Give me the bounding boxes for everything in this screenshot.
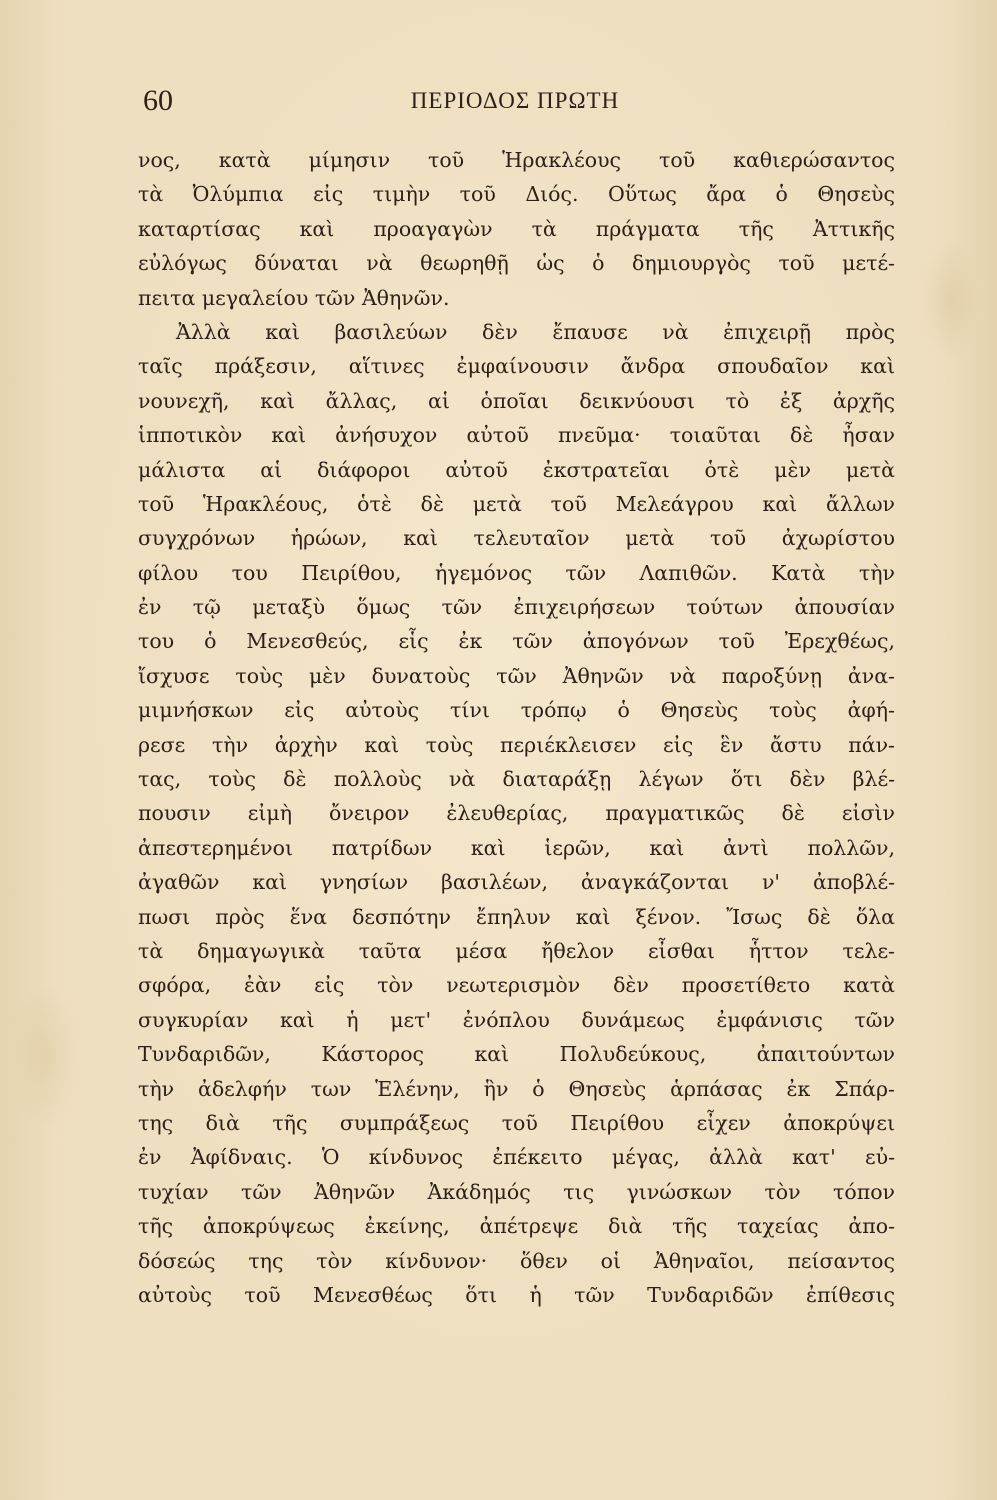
text-line: συγχρόνων ἡρώων, καὶ τελευταῖον μετὰ τοῦ ἀχωρίστου	[138, 526, 895, 551]
text-line: εὐλόγως δύναται νὰ θεωρηθῇ ὡς ὁ δημιουργὸς τοῦ μετέ-	[138, 251, 895, 276]
text-line: ἀπεστερημένοι πατρίδων καὶ ἱερῶν, καὶ ἀντὶ πολλῶν,	[138, 835, 895, 860]
text-line: σφόρα, ἐὰν εἰς τὸν νεωτερισμὸν δὲν προσετίθετο κατὰ	[138, 973, 895, 998]
text-line: δόσεώς της τὸν κίνδυνον· ὅθεν οἱ Ἀθηναῖοι, πείσαντος	[138, 1248, 895, 1273]
page-header	[135, 84, 895, 128]
text-line: ταῖς πράξεσιν, αἵτινες ἐμφαίνουσιν ἄνδρα σπουδαῖον καὶ	[138, 354, 895, 379]
text-line: ἱπποτικὸν καὶ ἀνήσυχον αὐτοῦ πνεῦμα· τοιαῦται δὲ ἦσαν	[138, 423, 895, 448]
text-line: ἐν τῷ μεταξὺ ὅμως τῶν ἐπιχειρήσεων τούτων ἀπουσίαν	[138, 595, 895, 620]
text-line: τῆς ἀποκρύψεως ἐκείνης, ἀπέτρεψε διὰ τῆς ταχείας ἀπο-	[138, 1214, 895, 1239]
text-line: ρεσε τὴν ἀρχὴν καὶ τοὺς περιέκλεισεν εἰς ἓν ἄστυ πάν-	[138, 732, 895, 757]
text-line: Τυνδαριδῶν, Κάστορος καὶ Πολυδεύκους, ἀπαιτούντων	[138, 1042, 895, 1067]
page-number: 60	[143, 84, 173, 117]
text-line: ἐν Ἀφίδναις. Ὁ κίνδυνος ἐπέκειτο μέγας, ἀλλὰ κατ' εὐ-	[138, 1145, 895, 1170]
text-line: φίλου του Πειρίθου, ἡγεμόνος τῶν Λαπιθῶν. Κατὰ τὴν	[138, 560, 895, 585]
text-line: νουνεχῆ, καὶ ἄλλας, αἱ ὁποῖαι δεικνύουσι τὸ ἐξ ἀρχῆς	[138, 388, 895, 413]
text-line: τὰ Ὀλύμπια εἰς τιμὴν τοῦ Διός. Οὕτως ἄρα ὁ Θησεὺς	[138, 182, 895, 207]
text-line: μιμνήσκων εἰς αὐτοὺς τίνι τρόπῳ ὁ Θησεὺς τοὺς ἀφή-	[138, 698, 895, 723]
text-line: πειτα μεγαλείου τῶν Ἀθηνῶν.	[138, 285, 450, 310]
text-line: αὐτοὺς τοῦ Μενεσθέως ὅτι ἡ τῶν Τυνδαριδῶν ἐπίθεσις	[138, 1282, 895, 1307]
text-line: ἴσχυσε τοὺς μὲν δυνατοὺς τῶν Ἀθηνῶν νὰ παροξύνῃ ἀνα-	[138, 663, 895, 688]
text-line: της διὰ τῆς συμπράξεως τοῦ Πειρίθου εἶχεν ἀποκρύψει	[138, 1110, 895, 1135]
running-head: ΠΕΡΙΟΔΟΣ ΠΡΩΤΗ	[410, 88, 620, 113]
text-line: τὰ δημαγωγικὰ ταῦτα μέσα ἤθελον εἶσθαι ἧττον τελε-	[138, 938, 895, 963]
paper-stain	[920, 240, 980, 360]
text-line: συγκυρίαν καὶ ἡ μετ' ἐνόπλου δυνάμεως ἐμφάνισις τῶν	[138, 1007, 895, 1032]
text-line: τὴν ἀδελφήν των Ἑλένην, ἣν ὁ Θησεὺς ἁρπάσας ἐκ Σπάρ-	[138, 1076, 895, 1101]
body-text	[138, 143, 895, 1312]
text-line: καταρτίσας καὶ προαγαγὼν τὰ πράγματα τῆς Ἀττικῆς	[138, 216, 895, 241]
paper-stain	[10, 980, 80, 1130]
text-line: πουσιν εἰμὴ ὄνειρον ἐλευθερίας, πραγματικῶς δὲ εἰσὶν	[138, 801, 895, 826]
text-line: τοῦ Ἡρακλέους, ὁτὲ δὲ μετὰ τοῦ Μελεάγρου καὶ ἄλλων	[138, 491, 895, 516]
text-line: Ἀλλὰ καὶ βασιλεύων δὲν ἔπαυσε νὰ ἐπιχειρῇ πρὸς	[176, 319, 895, 344]
text-line: τας, τοὺς δὲ πολλοὺς νὰ διαταράξῃ λέγων ὅτι δὲν βλέ-	[138, 767, 895, 792]
text-line: νος, κατὰ μίμησιν τοῦ Ἡρακλέους τοῦ καθιερώσαντος	[138, 148, 895, 172]
text-line: πωσι πρὸς ἕνα δεσπότην ἔπηλυν καὶ ξένον. Ἴσως δὲ ὅλα	[138, 904, 895, 929]
text-line: του ὁ Μενεσθεύς, εἷς ἐκ τῶν ἀπογόνων τοῦ Ἐρεχθέως,	[138, 629, 895, 654]
text-line: μάλιστα αἱ διάφοροι αὐτοῦ ἐκστρατεῖαι ὁτὲ μὲν μετὰ	[138, 457, 895, 482]
text-line: τυχίαν τῶν Ἀθηνῶν Ἀκάδημός τις γινώσκων τὸν τόπον	[138, 1179, 895, 1204]
text-line: ἀγαθῶν καὶ γνησίων βασιλέων, ἀναγκάζονται ν' ἀποβλέ-	[138, 870, 895, 895]
